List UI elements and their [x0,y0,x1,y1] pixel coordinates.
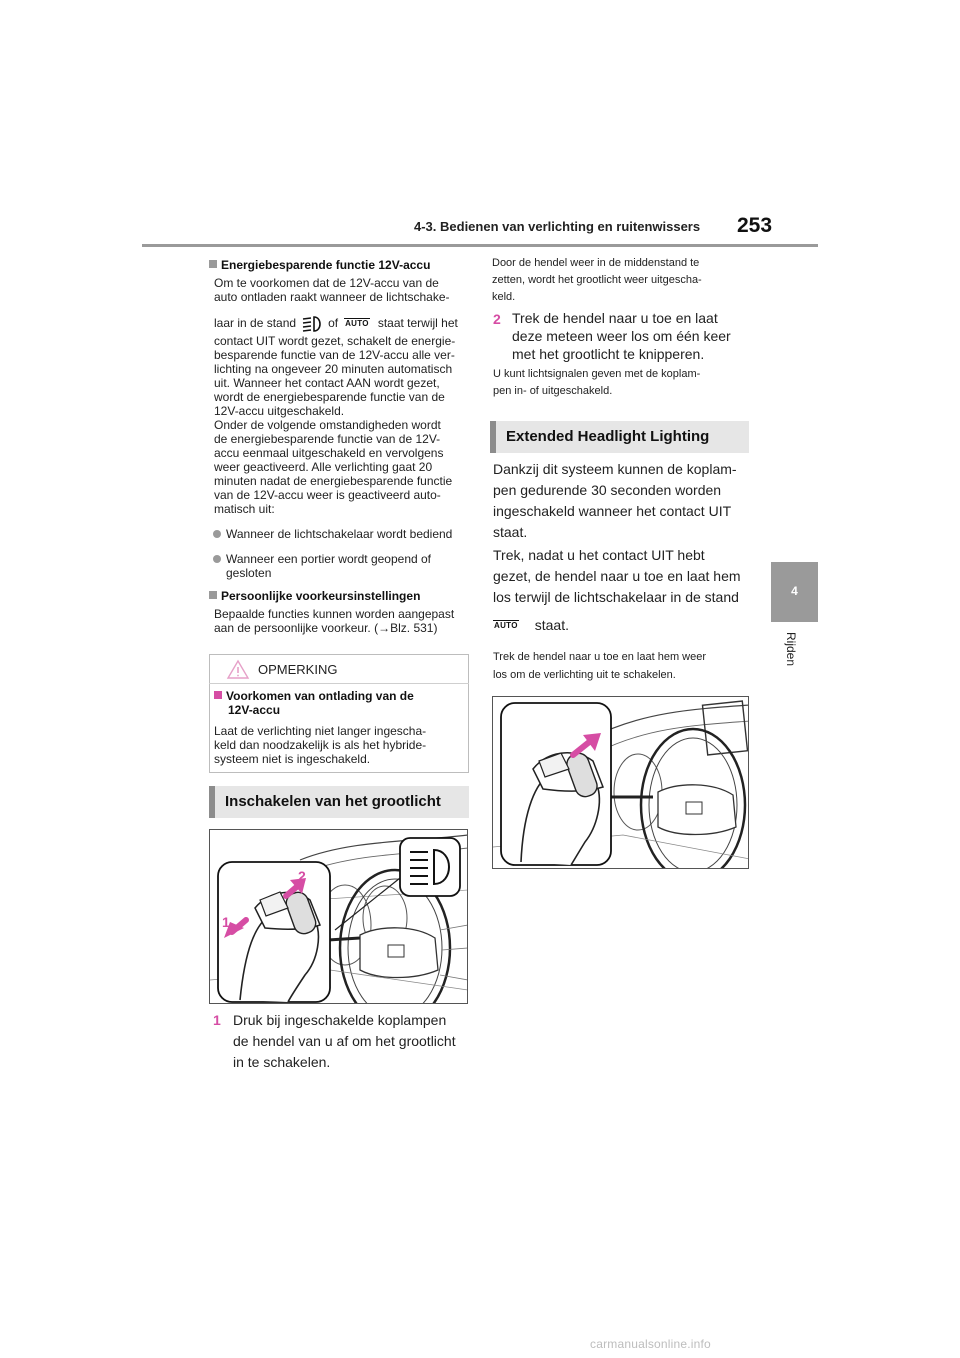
section-bar-extended-headlight: Extended Headlight Lighting [490,421,749,453]
step-2-note: U kunt lichtsignalen geven met de koplam- pen in- of uitgeschakeld. [493,368,701,397]
page-ref-link[interactable]: Blz. 531) [390,621,438,635]
bullet-item: Wanneer de lichtschakelaar wordt bediend [213,527,452,541]
page-ref-arrow: → [378,621,391,635]
step-number-2: 2 [493,311,501,327]
energy-paragraph-2: contact UIT wordt gezet, schakelt de energie- besparende functie van de 12V-accu alle ver- lichting na ongeveer 20 minuten automatisch uit. Wanneer het contact AAN wordt gezet, wordt de energiebesparende functie van de 12V-accu uitgeschakeld. Onder de volgende omstandigheden wordt de energiebesparende functie van de 12V- accu eenmaal uitgeschakeld en vervolgens weer geactiveerd. Alle verlichting gaat 20 minuten nadat de energiebesparende functie van de 12V-accu weer is geactiveerd auto- matisch uit: [214,334,456,516]
bullet-item: Wanneer een portier wordt geopend of gesloten [213,552,431,580]
extended-paragraph-2-end: AUTO staat. [494,617,569,633]
figure-high-beam-lever [209,829,468,1004]
section-bar-high-beam: Inschakelen van het grootlicht [209,786,469,818]
chapter-tab-number: 4 [791,584,798,598]
note-subheading: Voorkomen van ontlading van de 12V-accu [214,689,414,717]
watermark: carmanualsonline.info [590,1337,711,1351]
note-title: OPMERKING [258,662,338,677]
square-bullet-icon [209,260,217,268]
auto-position-icon: AUTO [494,621,518,630]
chapter-tab [771,562,818,622]
round-bullet-icon [213,530,221,538]
preferences-paragraph: Bepaalde functies kunnen worden aangepast aan de persoonlijke voorkeur. (→Blz. 531) [214,607,455,635]
square-bullet-icon [209,591,217,599]
chapter-tab-label: Rijden [784,632,798,667]
extended-paragraph-2: Trek, nadat u het contact UIT hebt gezet, de hendel naar u toe en laat hem los terwijl de lichtschakelaar in de stand [493,547,741,605]
note-paragraph: Laat de verlichting niet langer ingescha- keld dan noodzakelijk is als het hybride- systeem niet is ingeschakeld. [214,724,427,766]
page-number: 253 [737,214,773,237]
warning-triangle-icon [226,659,250,680]
square-bullet-icon [214,691,222,699]
step-text-2: Trek de hendel naar u toe en laat deze meteen weer los om één keer met het grootlicht te knipperen. [512,310,731,362]
return-middle-paragraph: Door de hendel weer in de middenstand te zetten, wordt het grootlicht weer uitgescha- keld. [492,257,702,303]
figure-label-2: 2 [298,868,306,884]
step-text-1: Druk bij ingeschakelde koplampen de hendel van u af om het grootlicht in te schakelen. [233,1012,456,1070]
step-number-1: 1 [213,1012,221,1028]
extended-paragraph-1: Dankzij dit systeem kunnen de koplam- pen gedurende 30 seconden worden ingeschakeld wanneer het contact UIT staat. [493,461,737,540]
figure-label-1: 1 [222,914,230,930]
header-rule [142,244,818,247]
figure-extended-lever [492,696,749,869]
chapter-title: 4-3. Bedienen van verlichting en ruitenwissers [414,219,701,234]
extended-headlight-illustration [493,697,749,869]
extended-paragraph-3: Trek de hendel naar u toe en laat hem weer los om de verlichting uit te schakelen. [493,651,707,681]
auto-position-icon: AUTO [345,319,369,328]
energy-paragraph-1: Om te voorkomen dat de 12V-accu van de auto ontladen raakt wanneer de lichtschake- [214,276,450,304]
energy-paragraph-switch-line: laar in de stand of AUTO staat terwijl het [214,315,458,331]
high-beam-illustration [210,830,468,1004]
section-heading-energy: Energiebesparende functie 12V-accu [209,258,430,272]
headlight-icon [302,315,324,333]
round-bullet-icon [213,555,221,563]
section-heading-preferences: Persoonlijke voorkeursinstellingen [209,589,420,603]
